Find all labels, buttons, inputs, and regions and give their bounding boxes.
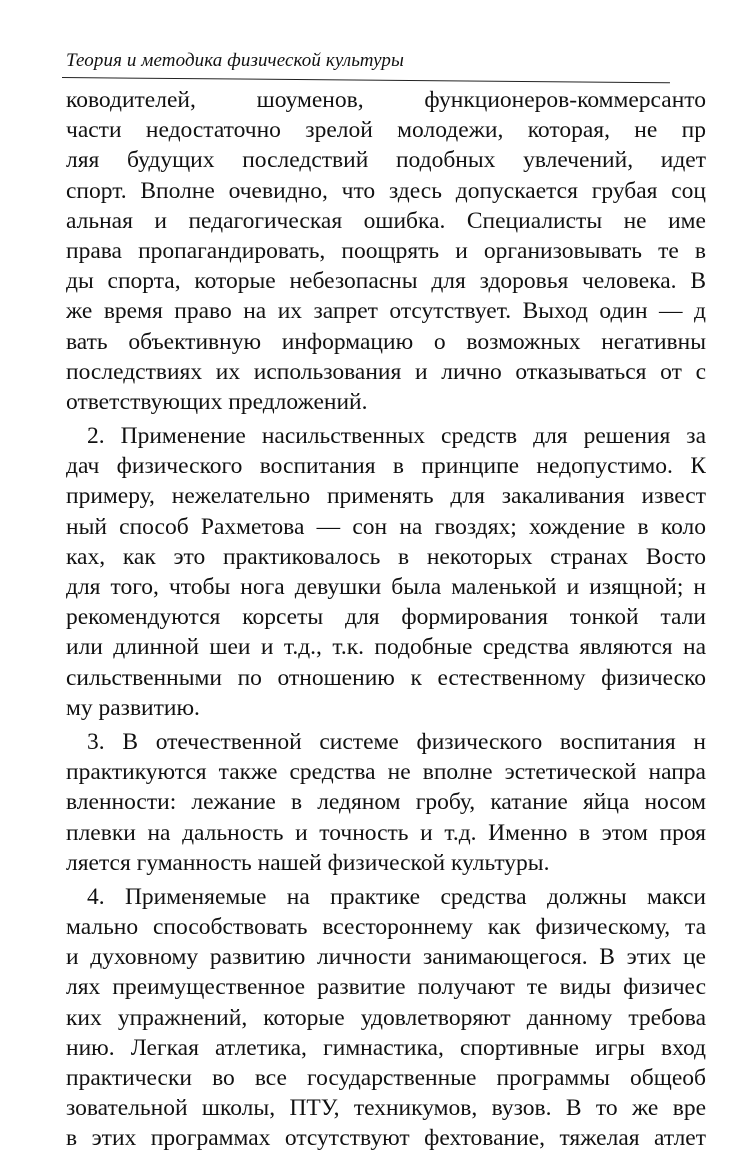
text-line: ких упражнений, которые удовлетворяют данному требова	[66, 1004, 706, 1031]
text-line: или длинной шеи и т.д., т.к. подобные средства являются на	[66, 634, 706, 661]
text-line: лях преимущественное развитие получают те виды физичес	[66, 974, 706, 1001]
text-line: практикуются также средства не вполне эстетической напра	[66, 759, 706, 786]
text-line: вать объективную информацию о возможных негативны	[66, 328, 706, 355]
text-line: 2. Применение насильственных средств для решения за	[87, 423, 706, 450]
text-line: ляя будущих последствий подобных увлечений, идет	[66, 147, 706, 174]
text-line: сильственными по отношению к естественному физическо	[66, 664, 706, 691]
text-line: спорт. Вполне очевидно, что здесь допускается грубая соц	[66, 177, 706, 204]
text-line: нию. Легкая атлетика, гимнастика, спортивные игры вход	[66, 1034, 706, 1061]
text-line: же время право на их запрет отсутствует. Выход один — д	[66, 298, 706, 325]
text-line: мально способствовать всестороннему как физическому, та	[66, 914, 706, 941]
text-line: ный способ Рахметова — сон на гвоздях; хождение в коло	[66, 513, 706, 540]
text-line: в этих программах отсутствуют фехтование, тяжелая атлет	[66, 1125, 706, 1152]
text-line: 4. Применяемые на практике средства должны макси	[87, 883, 706, 910]
text-line: вленности: лежание в ледяном гробу, катание яйца носом	[66, 789, 706, 816]
text-line: ответствующих предложений.	[66, 388, 368, 415]
text-line: права пропагандировать, поощрять и организовывать те в	[66, 237, 706, 264]
text-line: и духовному развитию личности занимающегося. В этих це	[66, 944, 706, 971]
text-line: плевки на дальность и точность и т.д. Именно в этом проя	[66, 819, 706, 846]
text-line: ляется гуманность нашей физической культуры.	[66, 849, 550, 876]
text-line: 3. В отечественной системе физического воспитания н	[87, 728, 706, 755]
text-line: практически во все государственные программы общеоб	[66, 1065, 706, 1091]
text-line: ках, как это практиковалось в некоторых странах Восто	[66, 543, 706, 570]
text-line: зовательной школы, ПТУ, техникумов, вузов. В то же вре	[66, 1095, 706, 1122]
text-line: для того, чтобы нога девушки была маленькой и изящной; н	[66, 574, 706, 600]
body-text	[66, 85, 706, 1154]
text-line: ководителей, шоуменов, функционеров-коммерсанто	[66, 87, 706, 113]
text-line: альная и педагогическая ошибка. Специалисты не име	[66, 207, 706, 234]
text-line: части недостаточно зрелой молодежи, которая, не пр	[66, 117, 706, 144]
text-line: му развитию.	[66, 694, 200, 721]
text-line: дач физического воспитания в принципе недопустимо. К	[66, 453, 706, 480]
header-rule	[62, 77, 670, 83]
text-line: последствиях их использования и лично отказываться от с	[66, 358, 706, 385]
text-line: ды спорта, которые небезопасны для здоровья человека. В	[66, 268, 706, 295]
running-head: Теория и методика физической культуры	[66, 50, 404, 71]
text-line: рекомендуются корсеты для формирования тонкой тали	[66, 604, 706, 631]
text-line: примеру, нежелательно применять для закаливания извест	[66, 483, 706, 510]
